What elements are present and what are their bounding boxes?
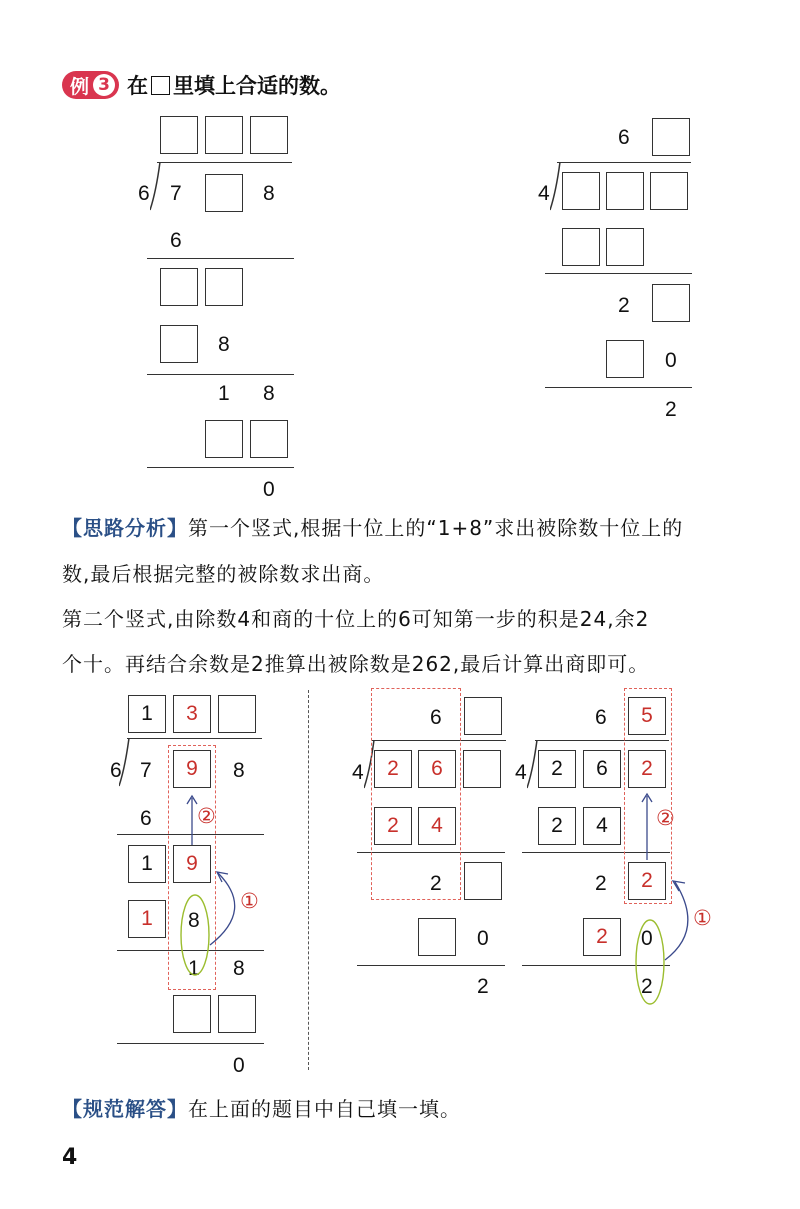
division-bar (127, 738, 262, 739)
answer-box[interactable] (250, 116, 288, 154)
answer-box (583, 750, 621, 788)
answer-label: 【规范解答】 (62, 1097, 188, 1121)
division-bracket (550, 162, 562, 212)
dividend-digit: 2 (551, 757, 563, 780)
subtraction-line (357, 965, 505, 966)
dividend-digit: 2 (641, 757, 653, 780)
analysis-label: 【思路分析】 (62, 516, 188, 540)
dividend-digit: 6 (431, 757, 443, 780)
final-remainder: 2 (665, 398, 677, 421)
division-bar (557, 162, 691, 163)
final-remainder: 0 (233, 1054, 245, 1077)
dividend-digit: 6 (596, 757, 608, 780)
partial-digit: 2 (595, 872, 607, 895)
analysis-line-2: 数,最后根据完整的被除数求出商。 (62, 562, 385, 586)
badge-number: 3 (93, 74, 115, 96)
answer-box (218, 995, 256, 1033)
product-digit: 4 (596, 814, 608, 837)
answer-box[interactable] (562, 228, 600, 266)
dividend-digit: 7 (170, 182, 182, 205)
answer-box (173, 995, 211, 1033)
answer-box[interactable] (205, 116, 243, 154)
divisor: 6 (110, 759, 122, 782)
answer-box (464, 862, 502, 900)
subtraction-line (147, 467, 294, 468)
divisor: 4 (352, 761, 364, 784)
instruction-text: 里填上合适的数。 (173, 74, 342, 98)
product-digit: 0 (665, 349, 677, 372)
answer-box (583, 918, 621, 956)
analysis-line-4: 个十。再结合余数是2推算出被除数是262,最后计算出商即可。 (62, 652, 650, 676)
subtraction-line (545, 273, 692, 274)
product-digit: 4 (431, 814, 443, 837)
answer-box (418, 918, 456, 956)
answer-box[interactable] (250, 420, 288, 458)
divisor: 4 (538, 182, 550, 205)
remainder-digit: 8 (263, 382, 275, 405)
dividend-digit: 7 (140, 759, 152, 782)
answer-box[interactable] (562, 172, 600, 210)
subtraction-line (147, 258, 294, 259)
division-bar (157, 162, 292, 163)
quotient-digit: 5 (641, 704, 653, 727)
example-badge (62, 71, 119, 99)
product-digit: 2 (387, 814, 399, 837)
dividend-digit: 8 (233, 759, 245, 782)
answer-box (218, 695, 256, 733)
subtraction-line (117, 1043, 264, 1044)
dividend-digit: 9 (186, 757, 198, 780)
answer-box (538, 807, 576, 845)
step-1-marker: ① (240, 889, 259, 913)
section-divider (308, 690, 309, 1070)
partial-digit: 2 (430, 872, 442, 895)
remainder-digit: 8 (233, 957, 245, 980)
step-1-marker: ① (693, 906, 712, 930)
answer-box[interactable] (205, 420, 243, 458)
quotient-digit: 6 (595, 706, 607, 729)
final-remainder: 2 (641, 975, 653, 998)
dividend-digit: 2 (387, 757, 399, 780)
answer-box (583, 807, 621, 845)
example-title (62, 70, 341, 100)
page-number: 4 (62, 1145, 78, 1170)
answer-box[interactable] (606, 340, 644, 378)
product-digit: 0 (477, 927, 489, 950)
answer-box[interactable] (606, 228, 644, 266)
answer-box (128, 845, 166, 883)
answer-box (538, 750, 576, 788)
answer-box[interactable] (160, 116, 198, 154)
divisor: 4 (515, 761, 527, 784)
annotation-arrows (625, 770, 705, 1010)
quotient-digit: 6 (430, 706, 442, 729)
product-digit: 0 (641, 927, 653, 950)
answer-box[interactable] (650, 172, 688, 210)
subtrahend-digit: 6 (170, 229, 182, 252)
answer-box (173, 695, 211, 733)
answer-box[interactable] (652, 118, 690, 156)
square-box-icon (151, 76, 170, 95)
product-digit: 1 (141, 907, 153, 930)
subtraction-line (545, 387, 692, 388)
answer-line (62, 1097, 782, 1121)
badge-label: 例 (70, 75, 90, 98)
step-2-marker: ② (197, 804, 216, 828)
division-bracket (150, 162, 162, 212)
answer-box[interactable] (205, 174, 243, 212)
partial-digit: 2 (641, 869, 653, 892)
partial-digit: 9 (186, 852, 198, 875)
quotient-digit: 1 (141, 702, 153, 725)
highlight-region (371, 688, 461, 900)
answer-box[interactable] (160, 268, 198, 306)
answer-box[interactable] (205, 268, 243, 306)
answer-box (128, 695, 166, 733)
subtraction-line (147, 374, 294, 375)
divisor: 6 (138, 182, 150, 205)
answer-box (463, 750, 501, 788)
analysis-line-3: 第二个竖式,由除数4和商的十位上的6可知第一步的积是24,余2 (62, 607, 650, 631)
annotation-arrows (170, 770, 260, 985)
answer-text: 在上面的题目中自己填一填。 (188, 1097, 461, 1121)
subtrahend-digit: 6 (140, 807, 152, 830)
quotient-digit: 6 (618, 126, 630, 149)
analysis-line-1 (62, 516, 782, 540)
dividend-digit: 8 (263, 182, 275, 205)
product-digit: 8 (188, 909, 200, 932)
partial-digit: 2 (618, 294, 630, 317)
answer-box[interactable] (652, 284, 690, 322)
partial-digit: 1 (141, 852, 153, 875)
answer-box[interactable] (606, 172, 644, 210)
remainder-digit: 1 (188, 957, 200, 980)
subtrahend-digit: 8 (218, 333, 230, 356)
analysis-text: 第一个竖式,根据十位上的“1+8”求出被除数十位上的 (188, 516, 684, 540)
answer-box[interactable] (160, 325, 198, 363)
quotient-digit: 3 (186, 702, 198, 725)
instruction-prefix: 在 (127, 74, 149, 98)
product-digit: 2 (551, 814, 563, 837)
remainder-digit: 1 (218, 382, 230, 405)
product-digit: 2 (596, 925, 608, 948)
step-2-marker: ② (656, 806, 675, 830)
final-remainder: 0 (263, 478, 275, 501)
answer-box (464, 697, 502, 735)
answer-box (128, 900, 166, 938)
final-remainder: 2 (477, 975, 489, 998)
